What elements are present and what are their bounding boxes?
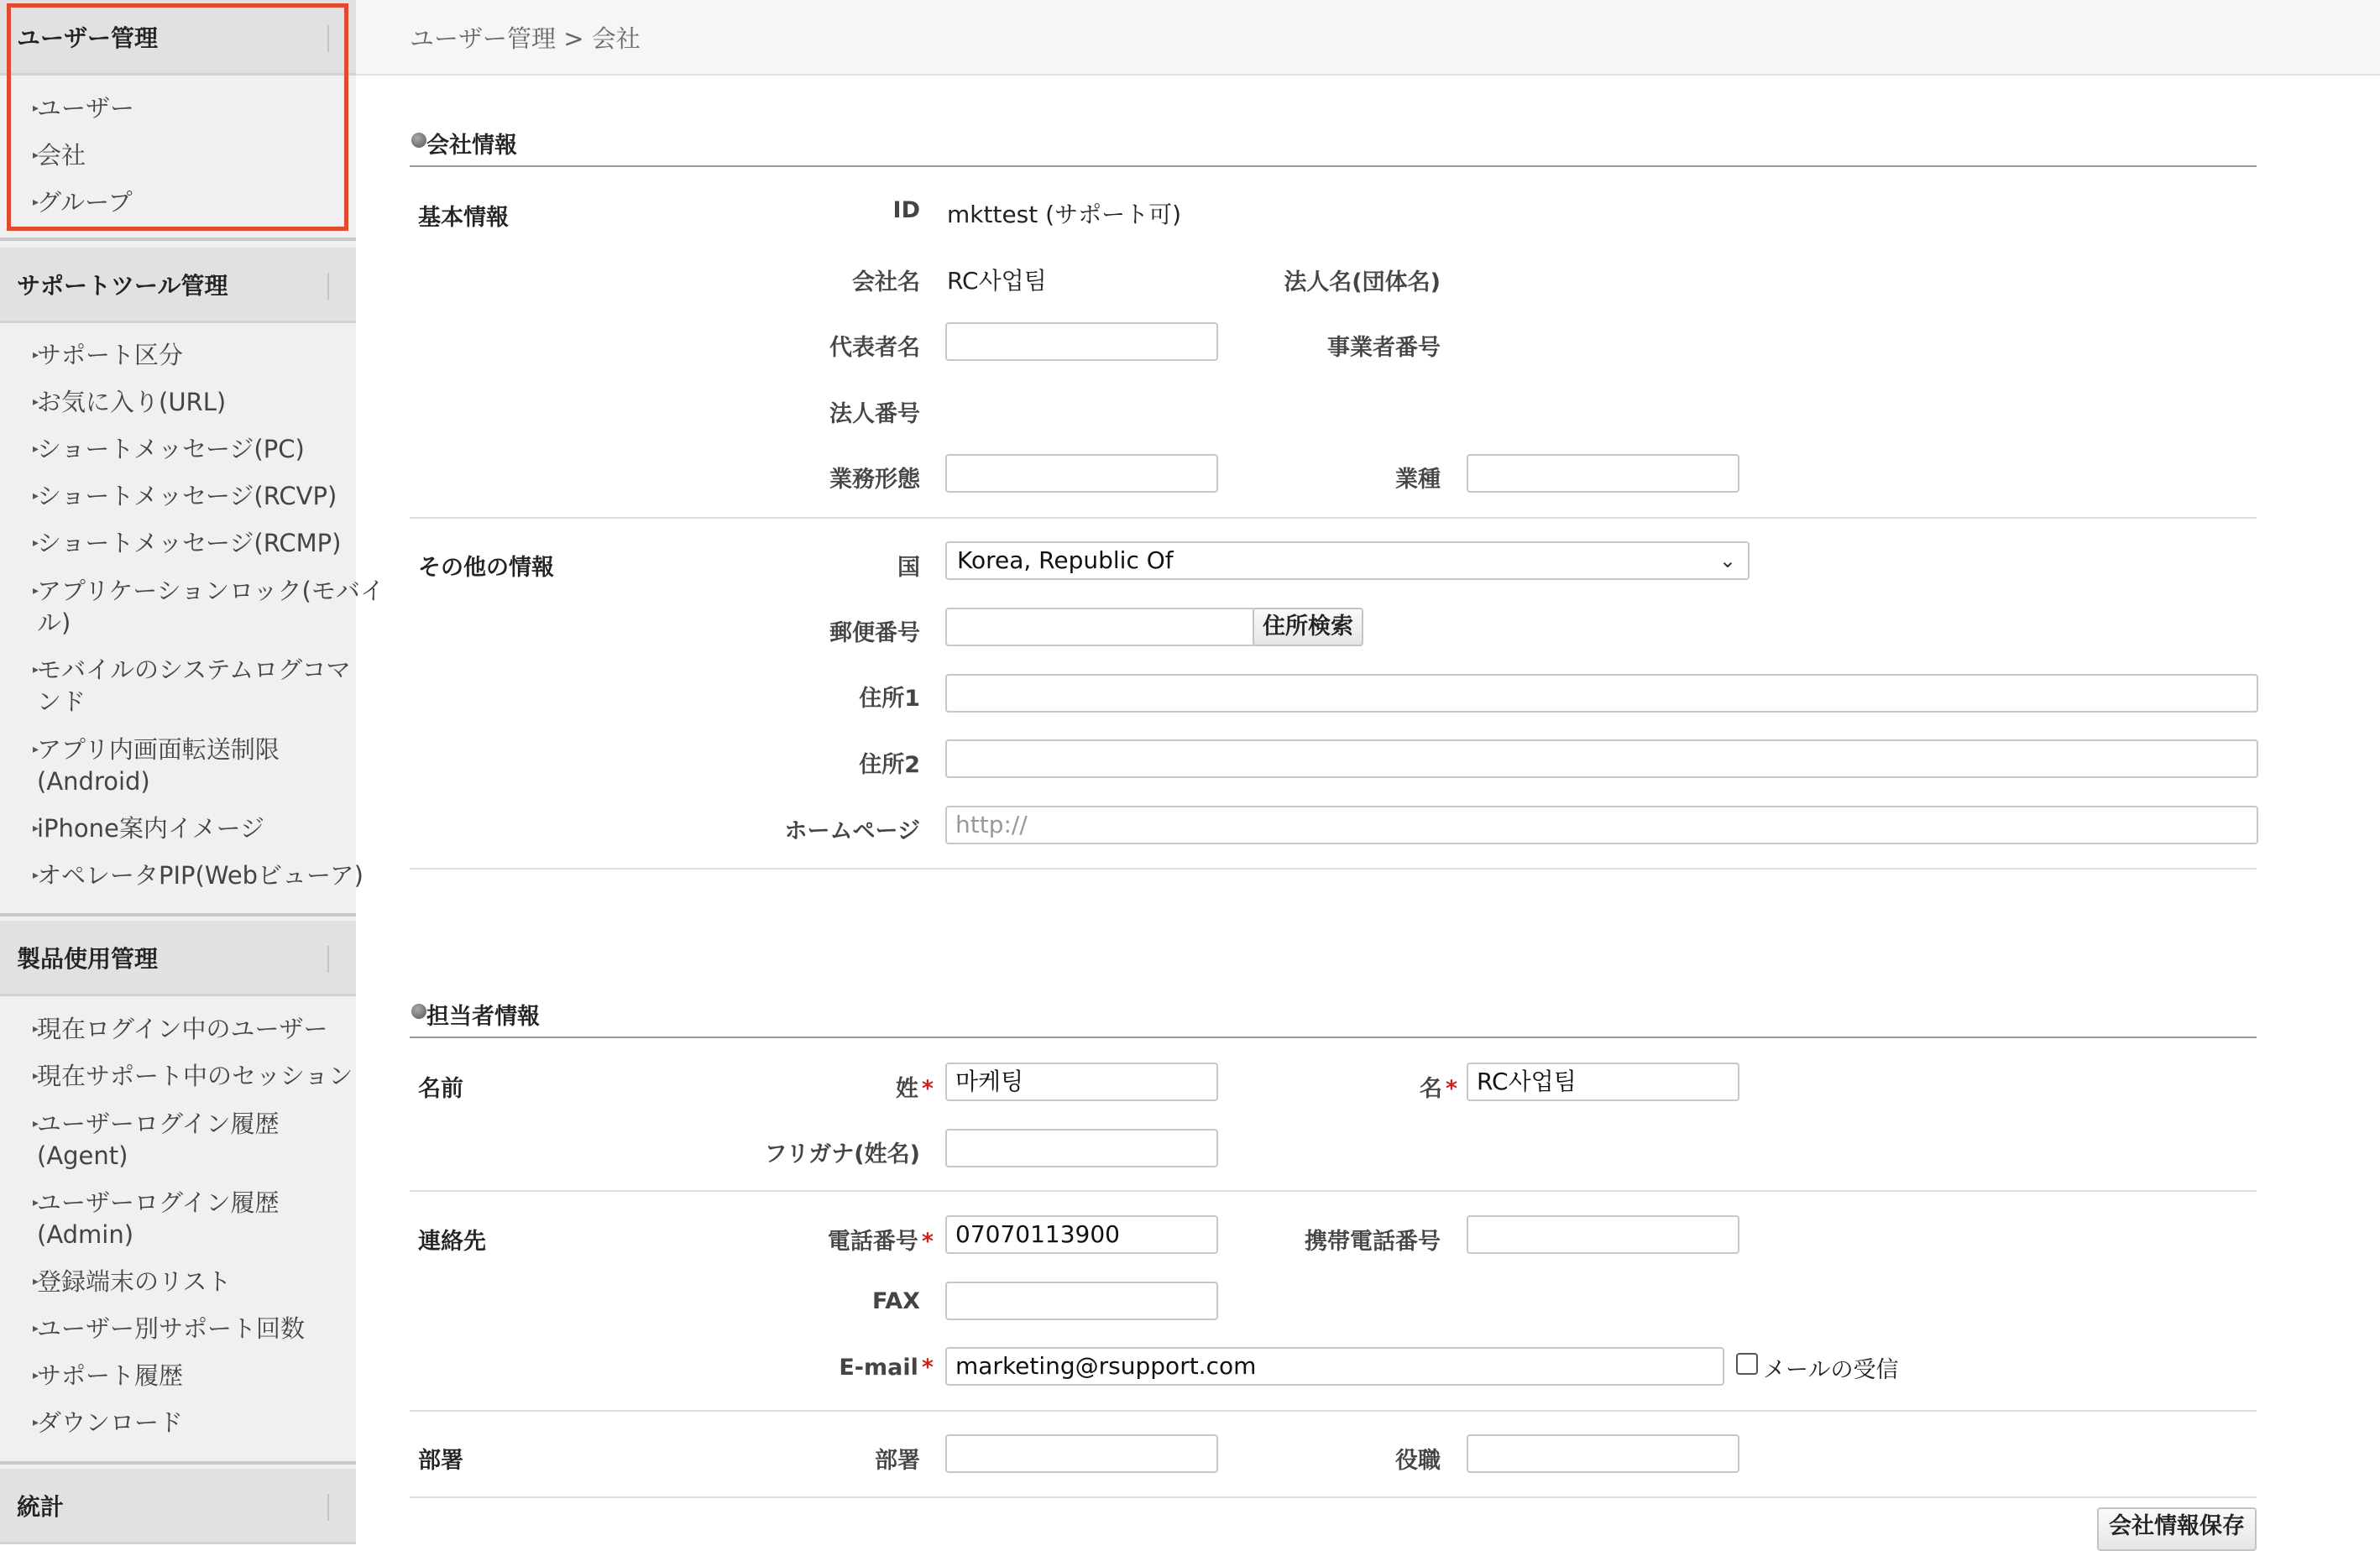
chevron-right-icon: ▸ bbox=[33, 1022, 39, 1036]
divider bbox=[327, 946, 329, 973]
divider bbox=[410, 1190, 2257, 1192]
chevron-right-icon: ▸ bbox=[33, 442, 39, 456]
group-label-dept: 部署 bbox=[418, 1448, 463, 1474]
sidebar-item-label: モバイルのシステムログコマ bbox=[37, 655, 351, 684]
furigana-label: フリガナ(姓名) bbox=[764, 1141, 920, 1167]
id-value: mkttest (サポート可) bbox=[947, 201, 1181, 228]
rep-name-label: 代表者名 bbox=[829, 335, 920, 361]
position-input[interactable] bbox=[1467, 1434, 1739, 1473]
sidebar-item-label: オペレータPIP(Webビューア) bbox=[37, 861, 364, 890]
mobile-input[interactable] bbox=[1467, 1215, 1739, 1254]
chevron-right-icon: ▸ bbox=[33, 1069, 39, 1083]
sidebar-item-logged-in-users[interactable] bbox=[33, 1013, 328, 1045]
sidebar-item-label: 現在ログイン中のユーザー bbox=[37, 1015, 328, 1043]
sidebar-item-screen-restrict[interactable] bbox=[33, 734, 280, 797]
breadcrumb: ユーザー管理 > 会社 bbox=[410, 24, 641, 53]
homepage-label: ホームページ bbox=[784, 818, 920, 844]
sidebar-item-label-line2: (Android) bbox=[37, 767, 150, 796]
sidebar-item-label-line2: (Agent) bbox=[37, 1141, 128, 1170]
chevron-right-icon: ▸ bbox=[33, 536, 39, 550]
sidebar-section-support-tools[interactable] bbox=[0, 248, 356, 323]
department-label: 部署 bbox=[875, 1448, 920, 1474]
company-name-label: 会社名 bbox=[852, 269, 920, 295]
furigana-input[interactable] bbox=[945, 1129, 1218, 1167]
sidebar-item-label: 会社 bbox=[37, 141, 86, 170]
phone-label bbox=[756, 1223, 934, 1256]
corp-name-label: 法人名(団体名) bbox=[1284, 269, 1441, 295]
divider bbox=[410, 868, 2257, 870]
sidebar-item-label: ユーザー別サポート回数 bbox=[37, 1314, 306, 1343]
corp-number-label: 法人番号 bbox=[829, 401, 920, 427]
divider bbox=[410, 165, 2257, 167]
last-name-input[interactable]: 마케팅 bbox=[945, 1063, 1218, 1101]
sidebar-item-label: ショートメッセージ(RCVP) bbox=[37, 482, 337, 510]
industry-label: 業種 bbox=[1395, 467, 1441, 493]
group-label-contact: 連絡先 bbox=[418, 1229, 486, 1255]
email-label-text: E-mail bbox=[839, 1355, 918, 1381]
sidebar-item-download[interactable] bbox=[33, 1407, 184, 1439]
sidebar-item-label: アプリケーションロック(モバイ bbox=[37, 577, 384, 605]
sidebar-item-label-line2: (Admin) bbox=[37, 1220, 134, 1249]
address-search-button[interactable]: 住所検索 bbox=[1253, 608, 1363, 646]
chevron-right-icon: ▸ bbox=[33, 822, 39, 835]
divider bbox=[410, 517, 2257, 519]
sidebar-item-label: iPhone案内イメージ bbox=[37, 814, 265, 843]
sidebar-section-product-usage[interactable] bbox=[0, 921, 356, 996]
company-name-value: RC사업팀 bbox=[947, 267, 1047, 295]
business-number-label: 事業者番号 bbox=[1327, 335, 1441, 361]
address1-input[interactable] bbox=[945, 674, 2258, 713]
id-label: ID bbox=[892, 197, 920, 223]
sidebar-item-label: ショートメッセージ(RCMP) bbox=[37, 529, 342, 557]
sidebar-item-sms-pc[interactable] bbox=[33, 433, 305, 465]
sidebar-item-favorites[interactable] bbox=[33, 386, 227, 418]
chevron-right-icon: ▸ bbox=[33, 584, 39, 598]
sidebar-item-app-lock[interactable] bbox=[33, 575, 384, 639]
department-input[interactable] bbox=[945, 1434, 1218, 1473]
industry-input[interactable] bbox=[1467, 454, 1739, 493]
sidebar-item-company[interactable] bbox=[33, 139, 86, 171]
sidebar-item-group[interactable] bbox=[33, 186, 133, 218]
sidebar-item-label: 登録端末のリスト bbox=[37, 1267, 232, 1296]
chevron-right-icon: ▸ bbox=[33, 489, 39, 503]
sidebar-section-user-mgmt[interactable] bbox=[0, 0, 356, 76]
country-select-value: Korea, Republic Of bbox=[957, 546, 1174, 574]
chevron-right-icon: ▸ bbox=[33, 1416, 39, 1429]
section-title: 統計 bbox=[17, 1493, 65, 1521]
email-input[interactable]: marketing@rsupport.com bbox=[945, 1347, 1724, 1386]
sidebar-item-label: サポート区分 bbox=[37, 341, 184, 369]
sidebar-item-support-category[interactable] bbox=[33, 339, 184, 371]
last-name-label-text: 姓 bbox=[895, 1076, 918, 1102]
business-type-label: 業務形態 bbox=[829, 467, 920, 493]
chevron-right-icon: ▸ bbox=[33, 869, 39, 882]
sidebar-item-label: ショートメッセージ(PC) bbox=[37, 435, 305, 463]
section-title-contact: 担当者情報 bbox=[426, 1004, 540, 1030]
sidebar bbox=[0, 0, 384, 1540]
first-name-label bbox=[1343, 1070, 1457, 1103]
section-title: 製品使用管理 bbox=[17, 945, 159, 973]
required-mark: * bbox=[921, 1355, 934, 1381]
save-company-info-button[interactable]: 会社情報保存 bbox=[2097, 1507, 2257, 1551]
sidebar-item-sms-rcmp[interactable] bbox=[33, 527, 342, 559]
bullet-icon bbox=[411, 133, 426, 148]
sidebar-item-iphone-guide[interactable] bbox=[33, 812, 265, 844]
sidebar-item-label: ユーザーログイン履歴 bbox=[37, 1188, 280, 1217]
sidebar-item-label: ダウンロード bbox=[37, 1408, 184, 1437]
address2-label: 住所2 bbox=[859, 752, 920, 778]
business-type-input[interactable] bbox=[945, 454, 1218, 493]
fax-input[interactable] bbox=[945, 1282, 1218, 1320]
email-label bbox=[798, 1355, 934, 1381]
sidebar-item-label: サポート履歴 bbox=[37, 1361, 184, 1390]
chevron-down-icon: ⌄ bbox=[1718, 549, 1736, 572]
divider bbox=[327, 1494, 329, 1521]
sidebar-item-support-history[interactable] bbox=[33, 1360, 184, 1392]
chevron-right-icon: ▸ bbox=[33, 196, 39, 209]
section-title: サポートツール管理 bbox=[17, 272, 228, 300]
sidebar-item-label-line2: ル) bbox=[37, 608, 71, 637]
country-select[interactable] bbox=[945, 541, 1750, 580]
homepage-input[interactable]: http:// bbox=[945, 806, 2258, 844]
top-bar bbox=[356, 0, 2380, 76]
chevron-right-icon: ▸ bbox=[33, 1369, 39, 1382]
required-mark: * bbox=[921, 1229, 934, 1255]
divider bbox=[327, 25, 329, 52]
phone-input[interactable]: 07070113900 bbox=[945, 1215, 1218, 1254]
chevron-right-icon: ▸ bbox=[33, 395, 39, 409]
divider bbox=[410, 1410, 2257, 1412]
sidebar-item-mobile-log-command[interactable] bbox=[33, 654, 351, 718]
sidebar-item-label: お気に入り(URL) bbox=[37, 388, 227, 416]
required-mark: * bbox=[921, 1076, 934, 1102]
address1-label: 住所1 bbox=[859, 686, 920, 712]
sidebar-item-operator-pip[interactable] bbox=[33, 859, 364, 891]
sidebar-item-active-sessions[interactable] bbox=[33, 1060, 353, 1092]
divider bbox=[327, 273, 329, 300]
sidebar-section-stats[interactable] bbox=[0, 1469, 356, 1544]
group-label-basic: 基本情報 bbox=[418, 205, 509, 231]
sidebar-item-login-history-admin[interactable] bbox=[33, 1187, 280, 1251]
chevron-right-icon: ▸ bbox=[33, 348, 39, 362]
chevron-right-icon: ▸ bbox=[33, 743, 39, 756]
chevron-right-icon: ▸ bbox=[33, 1117, 39, 1131]
divider bbox=[410, 1496, 2257, 1498]
sidebar-item-label: ユーザーログイン履歴 bbox=[37, 1110, 280, 1138]
bullet-icon bbox=[411, 1004, 426, 1019]
group-label-other: その他の情報 bbox=[418, 555, 554, 581]
position-label: 役職 bbox=[1395, 1448, 1441, 1474]
divider bbox=[0, 238, 356, 241]
last-name-label bbox=[840, 1070, 934, 1103]
fax-label: FAX bbox=[871, 1288, 920, 1314]
phone-label-text: 電話番号 bbox=[827, 1229, 918, 1255]
divider bbox=[0, 1461, 356, 1465]
chevron-right-icon: ▸ bbox=[33, 149, 39, 162]
sidebar-item-sms-rcvp[interactable] bbox=[33, 480, 337, 512]
rep-name-input[interactable] bbox=[945, 322, 1218, 361]
group-label-name: 名前 bbox=[418, 1076, 463, 1102]
sidebar-item-label: ユーザー bbox=[37, 94, 135, 123]
mobile-label: 携帯電話番号 bbox=[1305, 1229, 1441, 1255]
sidebar-item-label: 現在サポート中のセッション bbox=[37, 1062, 353, 1090]
sidebar-item-support-count[interactable] bbox=[33, 1313, 306, 1345]
sidebar-item-login-history-agent[interactable] bbox=[33, 1108, 280, 1172]
sidebar-item-label: アプリ内画面転送制限 bbox=[37, 735, 280, 764]
postal-code-input[interactable] bbox=[945, 608, 1256, 646]
postal-code-label: 郵便番号 bbox=[829, 620, 920, 646]
country-label: 国 bbox=[897, 555, 920, 581]
sidebar-item-label-line2: ンド bbox=[37, 687, 86, 716]
address2-input[interactable] bbox=[945, 739, 2258, 778]
required-mark: * bbox=[1445, 1076, 1457, 1102]
divider bbox=[410, 1037, 2257, 1038]
first-name-input[interactable]: RC사업팀 bbox=[1467, 1063, 1739, 1101]
chevron-right-icon: ▸ bbox=[33, 1275, 39, 1288]
email-receive-checkbox[interactable] bbox=[1736, 1353, 1758, 1375]
divider bbox=[0, 913, 356, 916]
sidebar-item-user[interactable] bbox=[33, 92, 135, 124]
sidebar-item-registered-devices[interactable] bbox=[33, 1266, 232, 1298]
first-name-label-text: 名 bbox=[1419, 1076, 1442, 1102]
sidebar-item-label: グループ bbox=[37, 188, 133, 217]
chevron-right-icon: ▸ bbox=[33, 1196, 39, 1209]
chevron-right-icon: ▸ bbox=[33, 1322, 39, 1335]
email-receive-label: メールの受信 bbox=[1763, 1357, 1899, 1383]
section-title: ユーザー管理 bbox=[17, 24, 159, 52]
chevron-right-icon: ▸ bbox=[33, 102, 39, 115]
chevron-right-icon: ▸ bbox=[33, 663, 39, 676]
section-title-company: 会社情報 bbox=[426, 133, 517, 159]
